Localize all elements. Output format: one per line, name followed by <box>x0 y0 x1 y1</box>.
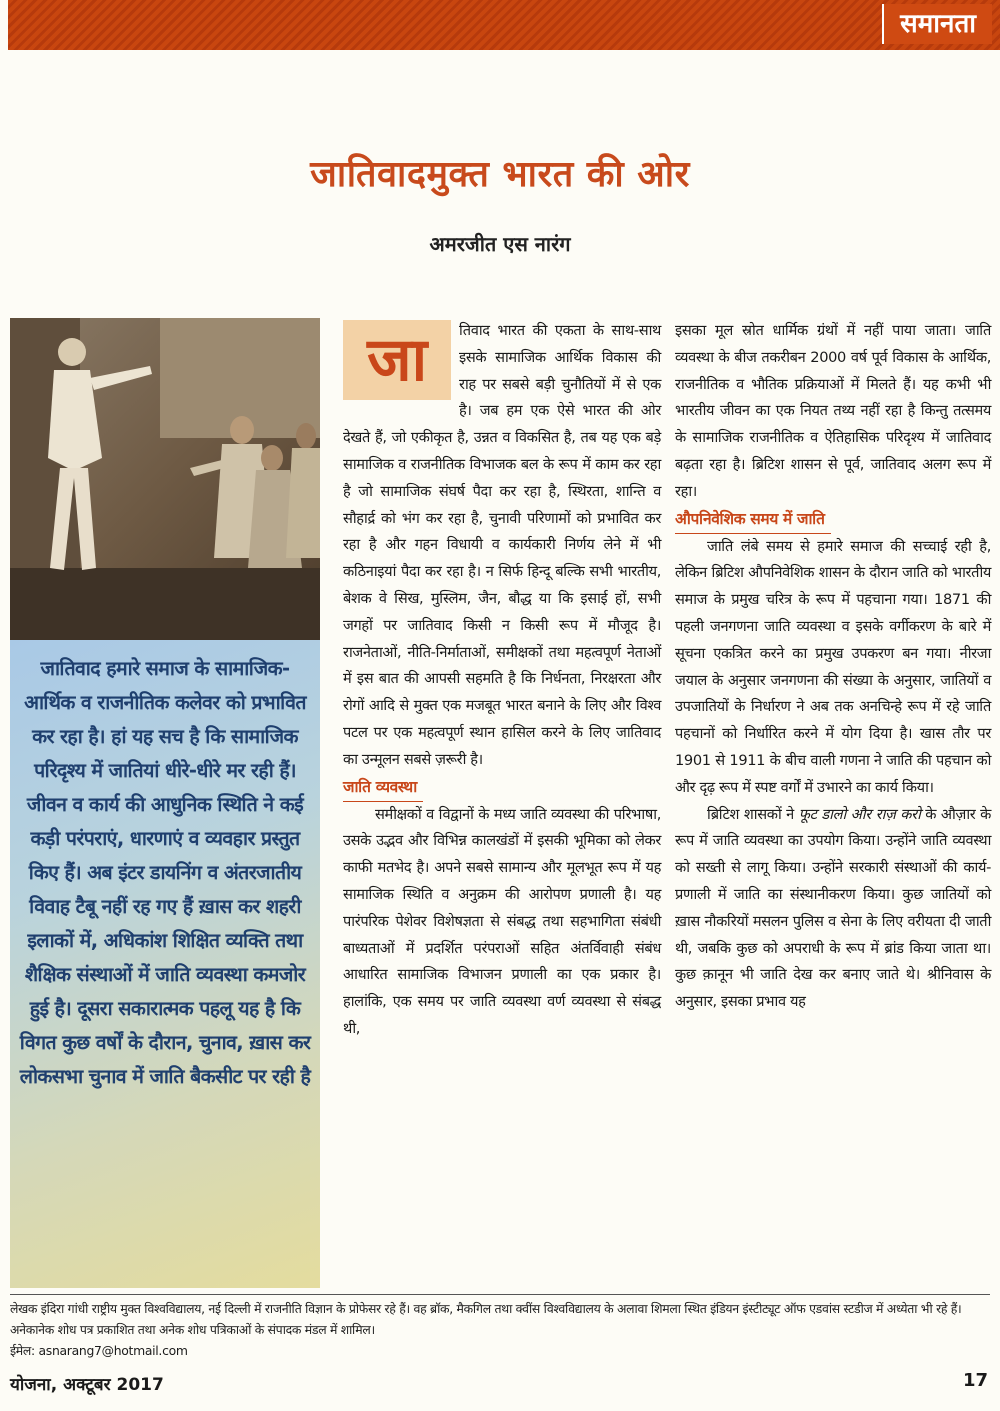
article-column-middle <box>343 318 661 1043</box>
author-email-line <box>10 1340 990 1361</box>
pull-quote-text: जातिवाद हमारे समाज के सामाजिक- आर्थिक व राजनीतिक कलेवर को प्रभावित कर रहा है। हां यह सच है कि सामाजिक परिदृश्य में जातियां धीरे-धीरे मर रही हैं। जीवन व कार्य की आधुनिक स्थिति ने कई कड़ी परंपराएं, धारणाएं व व्यवहार प्रस्तुत किए हैं। अब इंटर डायनिंग व अंतरजातीय विवाह टैबू नहीं रह गए हैं ख़ास कर शहरी इलाकों में, अधिकांश शिक्षित व्यक्ति तथा शैक्षिक संस्थाओं में जाति व्यवस्था कमजोर हुई है। दूसरा सकारात्मक पहलू यह है कि विगत कुछ वर्षों के दौरान, चुनाव, ख़ास कर लोकसभा चुनाव में जाति बैकसीट पर रही है <box>19 657 311 1088</box>
author-footnote <box>10 1298 990 1361</box>
paragraph-british-rulers <box>675 802 991 1016</box>
magazine-issue: योजना, अक्टूबर 2017 <box>10 1375 164 1395</box>
page-number: 17 <box>962 1370 988 1391</box>
article-column-right <box>675 318 991 1016</box>
footnote-divider <box>10 1294 990 1295</box>
article-title: जातिवादमुक्त भारत की ओर <box>310 154 690 195</box>
drop-cap: जा <box>343 320 451 400</box>
subheading-colonial: औपनिवेशिक समय में जाति <box>675 506 831 534</box>
paragraph-intro: तिवाद भारत की एकता के साथ-साथ इसके सामाजिक आर्थिक विकास की राह पर सबसे बड़ी चुनौतियों में से एक है। जब हम एक ऐसे भारत की ओर देखते हैं, जो एकीकृत है, उन्नत व विकसित है, तब यह एक बड़े सामाजिक व राजनीतिक विभाजक बल के रूप में काम कर रहा है जो सामाजिक संघर्ष पैदा कर रहा है, स्थिरता, शान्ति व सौहार्द्र को भंग कर रहा है, चुनावी परिणामों को प्रभावित कर रहा है और गहन विधायी व कार्यकारी निर्णय लेने में भी कठिनाइयां पैदा कर रहा है। न सिर्फ हिन्दू बल्कि सभी भारतीय, बेशक वे सिख, मुस्लिम, जैन, बौद्ध या कि इसाई हों, सभी जगहों पर जातिवाद किसी न किसी रूप में मौजूद है। राजनेताओं, नीति-निर्माताओं, समीक्षकों तथा महत्वपूर्ण नेताओं में इस बात की आपसी सहमति है कि निर्धनता, निरक्षरता और रोगों आदि से मुक्त एक मजबूत भारत बनाने के लिए और विश्व पटल पर एक महत्वपूर्ण स्थान हासिल करने के लिए जातिवाद का उन्मूलन सबसे ज़रूरी है। <box>343 322 661 768</box>
author-email[interactable]: asnarang7@hotmail.com <box>38 1343 188 1358</box>
author-bio: लेखक इंदिरा गांधी राष्ट्रीय मुक्त विश्वविद्यालय, नई दिल्ली में राजनीति विज्ञान के प्रोफेसर रहे हैं। वह ब्रॉक, मैकगिल तथा क्वींस विश्वविद्यालय के अलावा शिमला स्थित इंडियन इंस्टीट्यूट ऑफ एडवांस स्टडीज में अध्येता भी रहे हैं। अनेकानेक शोध पत्र प्रकाशित तथा अनेक शोध पत्रिकाओं के संपादक मंडल में शामिल। <box>10 1301 962 1337</box>
paragraph-colonial: जाति लंबे समय से हमारे समाज की सच्चाई रही है, लेकिन ब्रिटिश औपनिवेशिक शासन के दौरान जाति को भारतीय समाज के प्रमुख चरित्र के रूप में पहचाना गया। 1871 की पहली जनगणना जाति व्यवस्था व इसके वर्गीकरण के बारे में सूचना एकत्रित करने का प्रमुख उपकरण बन गया। नीरजा जयाल के अनुसार जनगणना की संख्या के अनुसार, जातियों व उपजातियों के निर्धारण ने अब तक अनचिन्हे रूप में रहे जाति पहचानों को निर्धारित करने में योग दिया है। खास तौर पर 1901 से 1911 के बीच वाली गणना ने जाति की पहचान को और दृढ़ रूप में स्पष्ट वर्गों में उभारने का कार्य किया। <box>675 537 991 796</box>
article-photo <box>10 318 320 640</box>
section-label: समानता <box>882 4 992 44</box>
paragraph-british-rulers-rest: के औज़ार के रूप में जाति व्यवस्था का उपयोग किया। उन्होंने जाति व्यवस्था को सख्ती से लागू किया। उन्होंने सरकारी संस्थाओं की कार्य-प्रणाली में जाति का संस्थानीकरण किया। कुछ जातियों को ख़ास नौकरियों मसलन पुलिस व सेना के लिए वरीयता दी जाती थी, जबकि कुछ को अपराधी के रूप में ब्रांड किया जाता था। कुछ क़ानून भी जाति देख कर बनाए जाते थे। श्रीनिवास के अनुसार, इसका प्रभाव यह <box>675 805 991 1011</box>
article-author: अमरजीत एस नारंग <box>429 232 571 256</box>
pull-quote-box <box>10 640 320 1288</box>
paragraph-british-rulers-start: ब्रिटिश शासकों ने <box>707 805 799 823</box>
header-band <box>8 0 1000 50</box>
subheading-caste-system: जाति व्यवस्था <box>343 774 423 802</box>
paragraph-origins: इसका मूल स्रोत धार्मिक ग्रंथों में नहीं पाया जाता। जाति व्यवस्था के बीज तकरीबन 2000 वर्ष पूर्व विकास के आर्थिक, राजनीतिक व भौतिक प्रक्रियाओं में मिलते हैं। यह कभी भी भारतीय जीवन का एक नियत तथ्य नहीं रहा है किन्तु तत्समय के सामाजिक राजनीतिक व ऐतिहासिक परिदृश्य में जातिवाद बढ़ता रहा है। ब्रिटिश शासन से पूर्व, जातिवाद अलग रूप में रहा। <box>675 322 991 500</box>
paragraph-caste-system: समीक्षकों व विद्वानों के मध्य जाति व्यवस्था की परिभाषा, उसके उद्भव और विभिन्न कालखंडों में इसकी भूमिका को लेकर काफी मतभेद है। अपने सबसे सामान्य और मूलभूत रूप में यह सामाजिक स्थिति व अनुक्रम की आरोपण प्रणाली है। यह पारंपरिक पेशेवर विशेषज्ञता से संबद्ध तथा सहभागिता संबंधी बाध्यताओं में प्रदर्शित परंपराओं सहित अंतर्विवाही संबंध आधारित सामाजिक विभाजन प्रणाली का एक प्रकार है। हालांकि, एक समय पर जाति व्यवस्था वर्ण व्यवस्था से संबद्ध थी, <box>343 805 661 1037</box>
divide-and-rule-phrase: फूट डालो और राज़ करो <box>798 805 921 823</box>
email-label: ईमेल: <box>10 1343 39 1358</box>
